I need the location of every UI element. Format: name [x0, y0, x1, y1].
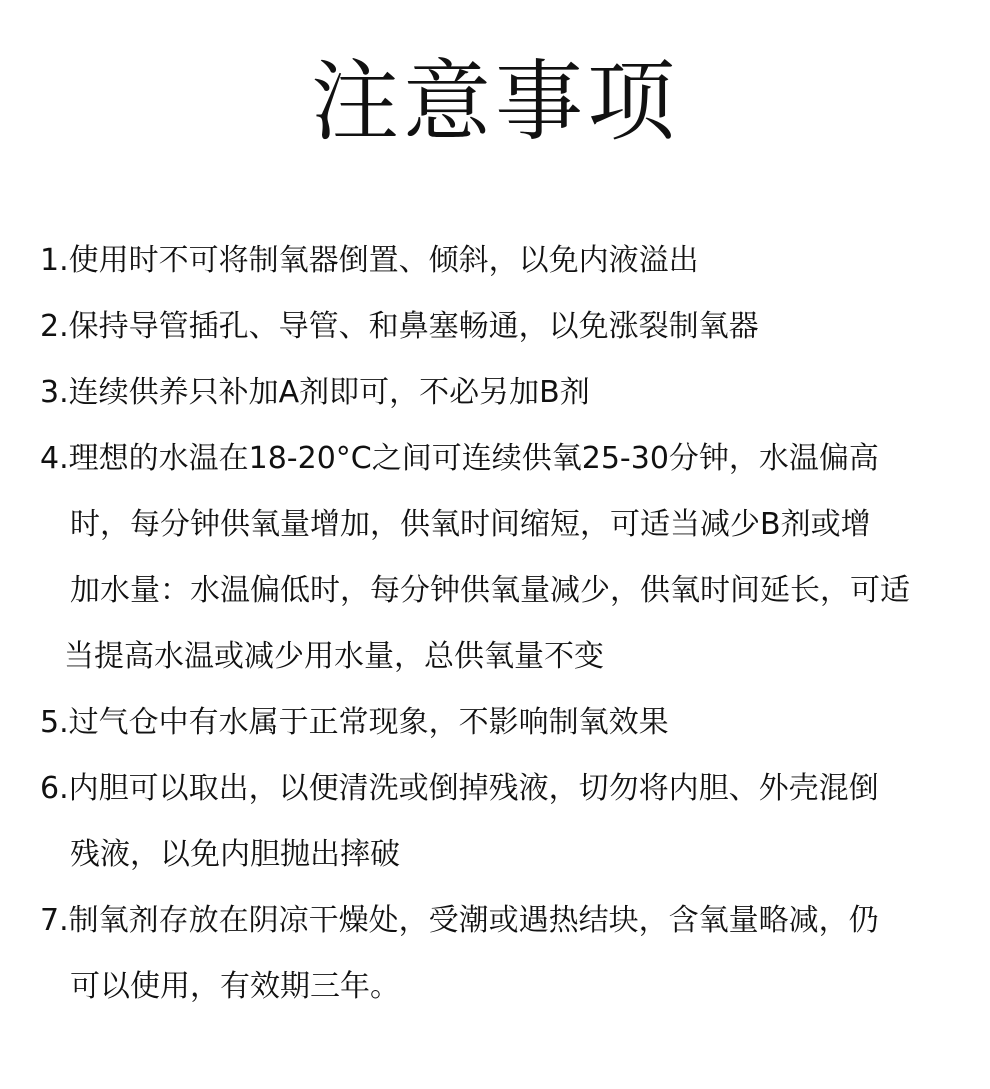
note-4: 4.理想的水温在18-20°C之间可连续供氧25-30分钟，水温偏高 [40, 441, 879, 476]
note-2: 2.保持导管插孔、导管、和鼻塞畅通，以免涨裂制氧器 [40, 309, 759, 344]
page-title: 注意事项 [310, 50, 679, 153]
note-4-cont-1: 时，每分钟供氧量增加，供氧时间缩短，可适当减少B剂或增 [70, 507, 871, 542]
note-6-cont: 残液，以免内胆抛出摔破 [70, 837, 400, 872]
note-3: 3.连续供养只补加A剂即可，不必另加B剂 [40, 375, 590, 410]
note-4-cont-2: 加水量：水温偏低时，每分钟供氧量减少，供氧时间延长，可适 [70, 573, 910, 608]
note-1: 1.使用时不可将制氧器倒置、倾斜，以免内液溢出 [40, 243, 699, 278]
note-5: 5.过气仓中有水属于正常现象，不影响制氧效果 [40, 705, 669, 740]
note-4-cont-3: 当提高水温或减少用水量，总供氧量不变 [64, 639, 604, 674]
notes-list [40, 228, 970, 1020]
note-7: 7.制氧剂存放在阴凉干燥处，受潮或遇热结块，含氧量略减，仍 [40, 903, 879, 938]
note-7-cont: 可以使用，有效期三年。 [70, 969, 400, 1004]
note-6: 6.内胆可以取出，以便清洗或倒掉残液，切勿将内胆、外壳混倒 [40, 771, 879, 806]
